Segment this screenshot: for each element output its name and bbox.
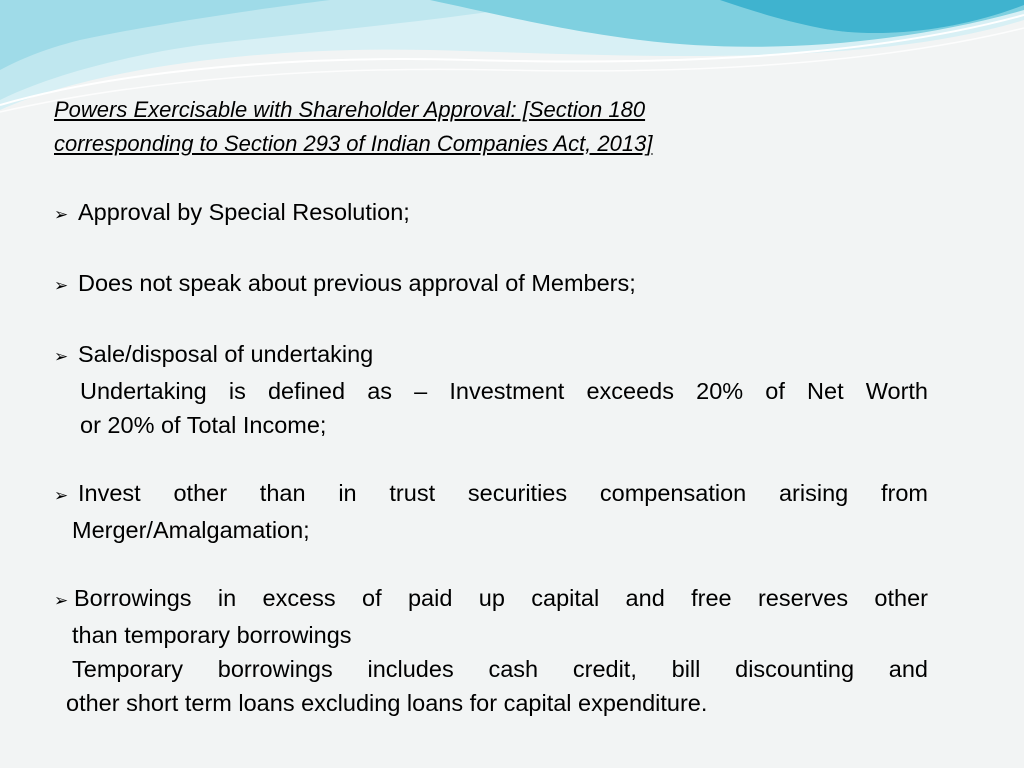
- bullet-text: Invest other than in trust securities compensation arising from: [78, 480, 928, 506]
- right-arrow-bullet-icon: ➢: [54, 486, 69, 505]
- bullet-item: [54, 581, 928, 618]
- bullet-subtext: Undertaking is defined as – Investment exceeds 20% of Net Worth: [80, 378, 928, 404]
- slide-content: [54, 93, 928, 720]
- bullet-text: Does not speak about previous approval of Members;: [78, 270, 636, 296]
- bullet-item: [54, 266, 928, 303]
- bullet-subtext: other short term loans excluding loans for capital expenditure.: [66, 690, 708, 716]
- bullet-text: Approval by Special Resolution;: [78, 199, 410, 225]
- title-line-2: corresponding to Section 293 of Indian Companies Act, 2013]: [54, 131, 653, 156]
- title-line-1: Powers Exercisable with Shareholder Approval: [Section 180: [54, 97, 646, 122]
- right-arrow-bullet-icon: ➢: [54, 276, 69, 295]
- bullet-item: [54, 476, 928, 513]
- bullet-subtext: Temporary borrowings includes cash credit, bill discounting and: [72, 656, 928, 682]
- bullet-text: Borrowings in excess of paid up capital and free reserves other: [74, 585, 928, 611]
- bullet-text: Sale/disposal of undertaking: [78, 341, 374, 367]
- bullet-subtext: or 20% of Total Income;: [80, 412, 327, 438]
- bullet-item: [54, 337, 928, 374]
- bullet-continuation: Merger/Amalgamation;: [72, 517, 310, 543]
- bullet-continuation: than temporary borrowings: [72, 622, 352, 648]
- slide-title: [54, 93, 928, 161]
- right-arrow-bullet-icon: ➢: [54, 347, 69, 366]
- right-arrow-bullet-icon: ➢: [54, 205, 69, 224]
- right-arrow-bullet-icon: ➢: [54, 591, 69, 610]
- bullet-item: [54, 195, 928, 232]
